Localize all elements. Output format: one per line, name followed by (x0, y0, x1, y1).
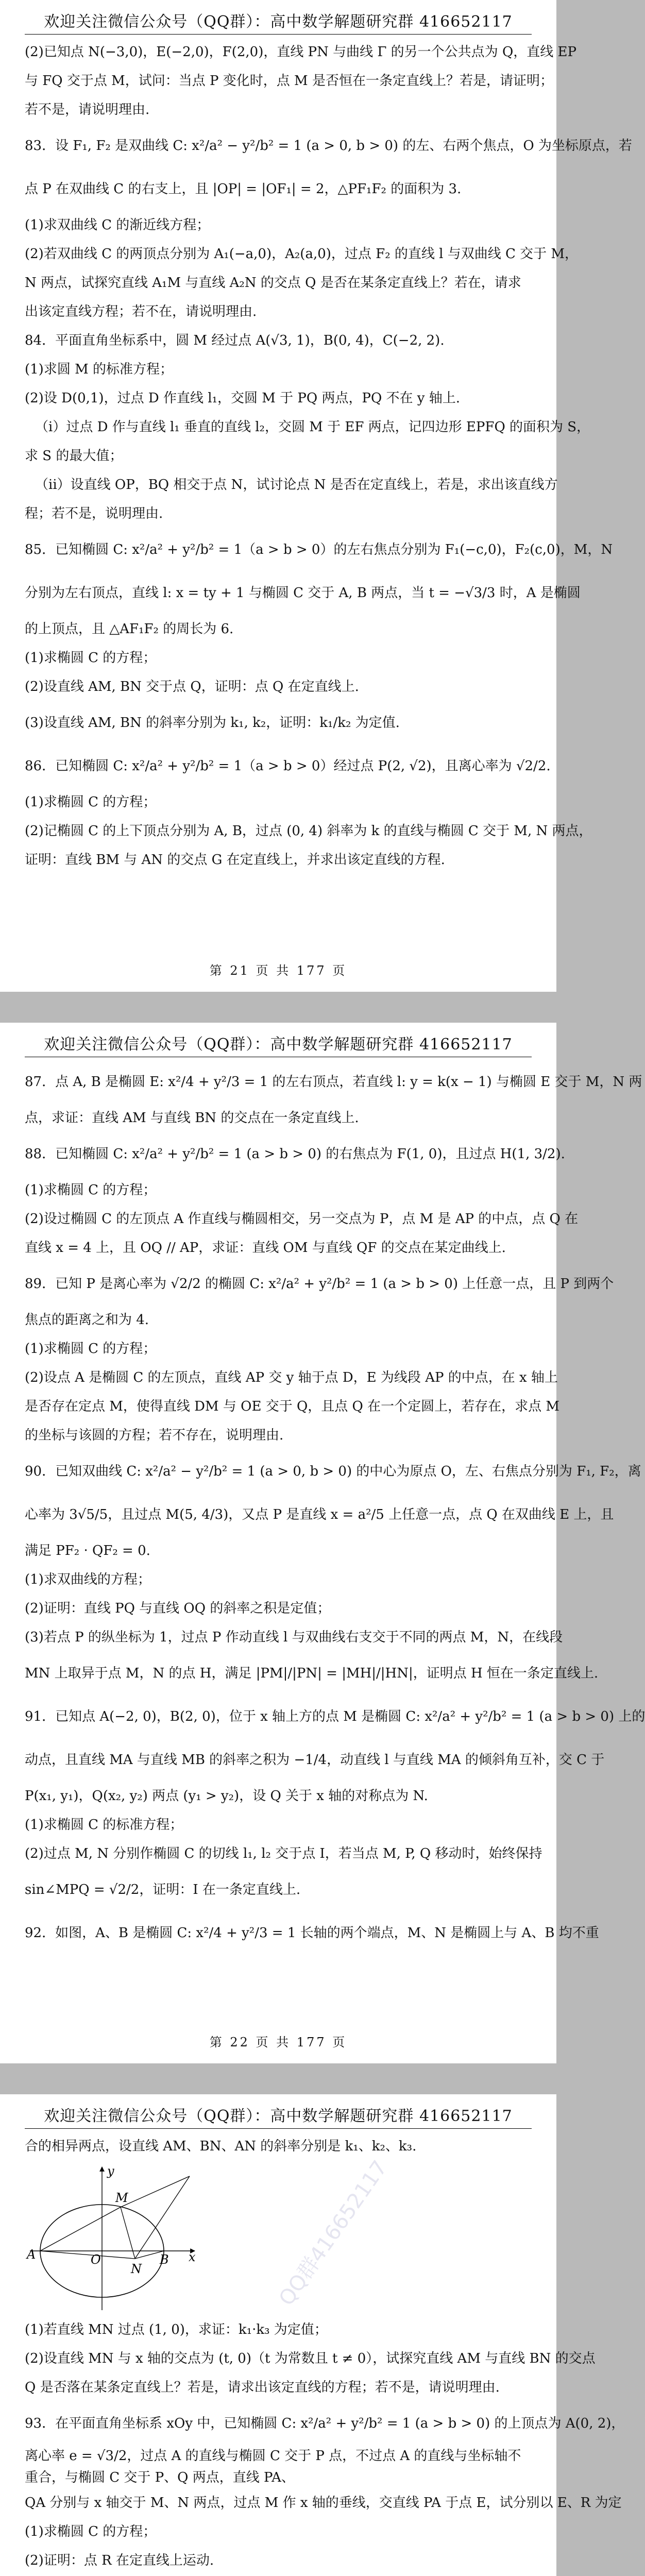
text-line: (2)若双曲线 C 的两顶点分别为 A₁(−a,0)，A₂(a,0)，过点 F₂ 的直线 l 与双曲线 C 交于 M， (25, 246, 579, 262)
text-line: (2)设直线 AM, BN 交于点 Q，证明：点 Q 在定直线上. (25, 679, 359, 694)
b-label: B (160, 2252, 169, 2267)
text-line: 点 P 在双曲线 C 的右支上，且 |OP| = |OF₁| = 2，△PF₁F₂ 的面积为 3. (25, 181, 462, 197)
x-label: x (189, 2250, 196, 2264)
text-line: 合的相异两点，设直线 AM、BN、AN 的斜率分别是 k₁、k₂、k₃. (25, 2139, 417, 2154)
page-header: 欢迎关注微信公众号（QQ群）：高中数学解题研究群 416652117 (25, 0, 532, 35)
text-line: (1)求双曲线的方程； (25, 1572, 151, 1587)
problem-91-line: 91．已知点 A(−2, 0)，B(2, 0)，位于 x 轴上方的点 M 是椭圆 C: x²/a² + y²/b² = 1 (a > b > 0) 上的 (25, 1709, 645, 1724)
n-label: N (131, 2262, 142, 2276)
ellipse-diagram (25, 2161, 313, 2315)
page-header: 欢迎关注微信公众号（QQ群）：高中数学解题研究群 416652117 (25, 2094, 532, 2129)
text-line: 的坐标与该圆的方程；若不存在，说明理由. (25, 1428, 284, 1443)
text-line: 求 S 的最大值； (25, 448, 123, 464)
text-line: 满足 PF₂ · QF₂ = 0. (25, 1543, 150, 1558)
text-line: P(x₁, y₁)，Q(x₂, y₂) 两点 (y₁ > y₂)，设 Q 关于 x 轴的对称点为 N. (25, 1788, 428, 1804)
problem-86-line: 86．已知椭圆 C: x²/a² + y²/b² = 1（a > b > 0）经过点 P(2, √2)，且离心率为 √2/2. (25, 758, 551, 774)
a-label: A (27, 2247, 36, 2262)
text-line: (2)设直线 MN 与 x 轴的交点为 (t, 0)（t 为常数且 t ≠ 0），试探究直线 AM 与直线 BN 的交点 (25, 2351, 596, 2366)
text-line: (2)设点 A 是椭圆 C 的左顶点，直线 AP 交 y 轴于点 D，E 为线段 AP 的中点，在 x 轴上 (25, 1370, 558, 1385)
problem-87-line: 87．点 A, B 是椭圆 E: x²/4 + y²/3 = 1 的左右顶点，若直线 l: y = k(x − 1) 与椭圆 E 交于 M，N 两 (25, 1074, 642, 1090)
ellipse-figure (25, 2156, 532, 2315)
page-body (25, 1060, 645, 1955)
qq-watermark: QQ群416652117 (274, 2156, 392, 2310)
problem-88-line: 88．已知椭圆 C: x²/a² + y²/b² = 1 (a > b > 0) 的右焦点为 F(1, 0)，且过点 H(1, 3/2). (25, 1146, 565, 1162)
problem-90-line: 90．已知双曲线 C: x²/a² − y²/b² = 1 (a > 0, b > 0) 的中心为原点 O，左、右焦点分别为 F₁, F₂，离 (25, 1464, 641, 1479)
problem-84-line: 84．平面直角坐标系中，圆 M 经过点 A(√3, 1)，B(0, 4)，C(−2, 2). (25, 333, 445, 348)
text-line: (1)求椭圆 C 的方程； (25, 2524, 157, 2539)
text-line: （ii）设直线 OP，BQ 相交于点 N，试讨论点 N 是否在定直线上，若是，求出该直线方 (35, 477, 558, 493)
text-line: (3)设直线 AM, BN 的斜率分别为 k₁, k₂，证明：k₁/k₂ 为定值. (25, 715, 400, 731)
text-line: (2)证明：点 R 在定直线上运动. (25, 2553, 214, 2568)
text-line: 若不是，请说明理由. (25, 102, 150, 117)
text-line: 是否存在定点 M，使得直线 DM 与 OE 交于 Q，且点 Q 在一个定圆上，若存在，求点 M (25, 1399, 560, 1414)
page-21 (0, 0, 632, 992)
text-line: QA 分别与 x 轴交于 M、N 两点，过点 M 作 x 轴的垂线，交直线 PA 于点 E，试分别以 E、R 为定 (25, 2495, 622, 2511)
o-label: O (91, 2252, 101, 2267)
text-line: (2)已知点 N(−3,0)，E(−2,0)，F(2,0)，直线 PN 与曲线 Γ 的另一个公共点为 Q，直线 EP (25, 44, 577, 60)
text-line: (2)设过椭圆 C 的左顶点 A 作直线与椭圆相交，另一交点为 P，点 M 是 AP 的中点，点 Q 在 (25, 1211, 579, 1227)
text-line: (2)证明：直线 PQ 与直线 OQ 的斜率之积是定值； (25, 1601, 331, 1616)
text-line: (1)求椭圆 C 的方程； (25, 1341, 157, 1357)
text-line: (1)求椭圆 C 的标准方程； (25, 1817, 183, 1833)
y-label: y (107, 2164, 114, 2178)
text-line: (1)求椭圆 C 的方程； (25, 794, 157, 810)
text-line: (1)求椭圆 C 的方程； (25, 1182, 157, 1198)
text-line: (1)求圆 M 的标准方程； (25, 362, 173, 377)
text-line: MN 上取异于点 M，N 的点 H，满足 |PM|/|PN| = |MH|/|HN|，证明点 H 恒在一条定直线上. (25, 1666, 599, 1681)
text-line: 的上顶点，且 △AF₁F₂ 的周长为 6. (25, 621, 234, 637)
problem-89-line: 89．已知 P 是离心率为 √2/2 的椭圆 C: x²/a² + y²/b² = 1 (a > b > 0) 上任意一点，且 P 到两个 (25, 1276, 614, 1292)
page-23 (0, 2094, 625, 2576)
text-line: N 两点，试探究直线 A₁M 与直线 A₂N 的交点 Q 是否在某条定直线上？若在，请求出该定直线方程；若不在，请说明理由. (25, 275, 521, 319)
text-line: (1)若直线 MN 过点 (1, 0)，求证：k₁·k₃ 为定值； (25, 2322, 328, 2337)
text-line: 心率为 3√5/5，且过点 M(5, 4/3)，又点 P 是直线 x = a²/5 上任意一点，点 Q 在双曲线 E 上，且 (25, 1507, 614, 1522)
text-line: 动点，且直线 MA 与直线 MB 的斜率之积为 −1/4，动直线 l 与直线 MA 的倾斜角互补，交 C 于 (25, 1752, 605, 1768)
text-line: 点，求证：直线 AM 与直线 BN 的交点在一条定直线上. (25, 1110, 359, 1126)
text-line: 焦点的距离之和为 4. (25, 1312, 149, 1328)
line-am (40, 2207, 121, 2251)
problem-93-line: 93．在平面直角坐标系 xOy 中，已知椭圆 C: x²/a² + y²/b² = 1 (a > b > 0) 的上顶点为 A(0, 2)， (25, 2416, 625, 2431)
problem-85-line: 85．已知椭圆 C: x²/a² + y²/b² = 1（a > b > 0）的左右焦点分别为 F₁(−c,0)，F₂(c,0)，M，N (25, 542, 613, 557)
text-line: (1)求椭圆 C 的方程； (25, 650, 157, 666)
text-line: 离心率 e = √3/2，过点 A 的直线与椭圆 C 交于 P 点，不过点 A 的直线与坐标轴不重合，与椭圆 C 交于 P、Q 两点，直线 PA、 (25, 2448, 521, 2485)
problem-83-line: 83．设 F₁, F₂ 是双曲线 C: x²/a² − y²/b² = 1 (a > 0, b > 0) 的左、右两个焦点，O 为坐标原点，若 (25, 138, 632, 154)
problem-92-line: 92．如图，A、B 是椭圆 C: x²/4 + y²/3 = 1 长轴的两个端点，M、N 是椭圆上与 A、B 均不重 (25, 1925, 599, 1941)
text-line: sin∠MPQ = √2/2，证明：I 在一条定直线上. (25, 1882, 301, 1897)
text-line: 直线 x = 4 上，且 OQ // AP，求证：直线 OM 与直线 QF 的交点在某定曲线上. (25, 1240, 506, 1256)
page-body (25, 2132, 625, 2575)
page-header: 欢迎关注微信公众号（QQ群）：高中数学解题研究群 416652117 (25, 1023, 532, 1057)
page-22 (0, 1023, 645, 2063)
page-footer: 第 22 页 共 177 页 (209, 2035, 347, 2049)
text-line: (2)记椭圆 C 的上下顶点分别为 A, B，过点 (0, 4) 斜率为 k 的直线与椭圆 C 交于 M, N 两点， (25, 823, 592, 839)
m-label: M (115, 2191, 128, 2205)
text-line: (2)设 D(0,1)，过点 D 作直线 l₁，交圆 M 于 PQ 两点，PQ 不在 y 轴上. (25, 391, 461, 406)
text-line: 与 FQ 交于点 M，试问：当点 P 变化时，点 M 是否恒在一条定直线上？若是，请证明； (25, 73, 553, 89)
text-line: (3)若点 P 的纵坐标为 1，过点 P 作动直线 l 与双曲线右支交于不同的两点 M，N，在线段 (25, 1630, 563, 1645)
line-an (40, 2251, 135, 2259)
text-line: 分别为左右顶点，直线 l: x = ty + 1 与椭圆 C 交于 A, B 两点，当 t = −√3/3 时，A 是椭圆 (25, 585, 581, 601)
page-body (25, 38, 632, 874)
text-line: 程；若不是，说明理由. (25, 506, 163, 521)
text-line: 证明：直线 BM 与 AN 的交点 G 在定直线上，并求出该定直线的方程. (25, 852, 445, 868)
page-footer: 第 21 页 共 177 页 (209, 963, 347, 978)
text-line: (1)求双曲线 C 的渐近线方程； (25, 217, 210, 233)
text-line: （i）过点 D 作与直线 l₁ 垂直的直线 l₂，交圆 M 于 EF 两点，记四边形 EPFQ 的面积为 S， (35, 419, 590, 435)
text-line: (2)过点 M, N 分别作椭圆 C 的切线 l₁, l₂ 交于点 I，若当点 M, P, Q 移动时，始终保持 (25, 1846, 542, 1861)
text-line: Q 是否落在某条定直线上？若是，请求出该定直线的方程；若不是，请说明理由. (25, 2380, 500, 2395)
